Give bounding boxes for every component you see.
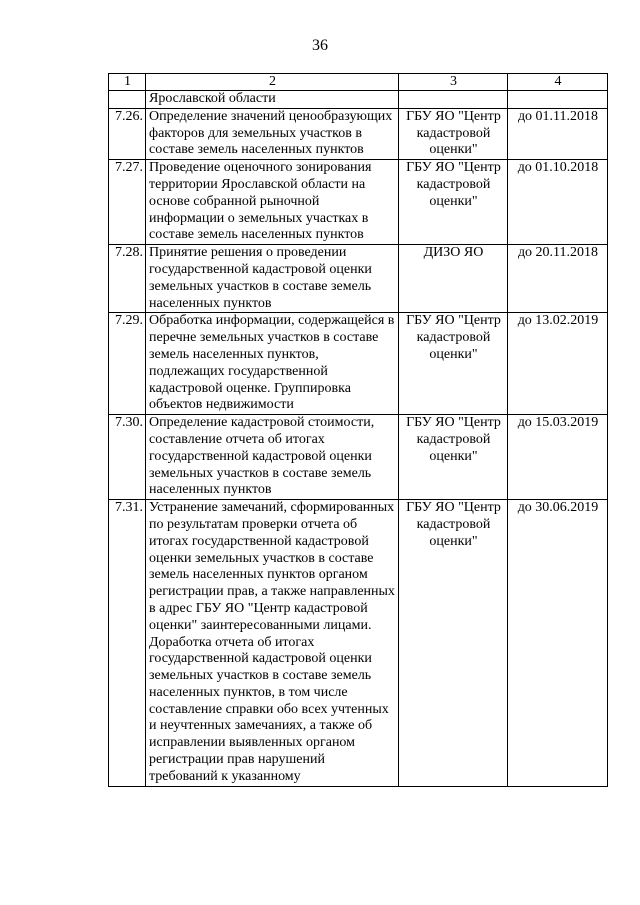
column-header-2: 2 (146, 74, 399, 91)
organization-cell: ГБУ ЯО "Центр кадастровой оценки" (399, 108, 508, 159)
deadline-cell: до 20.11.2018 (508, 245, 608, 313)
table-row (109, 313, 608, 415)
organization-cell: ГБУ ЯО "Центр кадастровой оценки" (399, 500, 508, 787)
deadline-cell (508, 91, 608, 109)
table-row (109, 108, 608, 159)
task-cell: Обработка информации, содержащейся в перечне земельных участков в составе земель населенных пунктов, подлежащих государственной кадастровой оценке. Группировка объектов недвижимости (146, 313, 399, 415)
table-row (109, 500, 608, 787)
schedule-table (108, 73, 608, 787)
deadline-cell: до 01.11.2018 (508, 108, 608, 159)
row-number-cell: 7.31. (109, 500, 146, 787)
row-number-cell: 7.26. (109, 108, 146, 159)
task-cell: Принятие решения о проведении государственной кадастровой оценки земельных участков в составе земель населенных пунктов (146, 245, 399, 313)
table-row (109, 160, 608, 245)
page-number: 36 (312, 37, 328, 54)
row-number-cell (109, 91, 146, 109)
task-cell: Определение значений ценообразующих факторов для земельных участков в составе земель населенных пунктов (146, 108, 399, 159)
row-number-cell: 7.27. (109, 160, 146, 245)
task-cell: Определение кадастровой стоимости, составление отчета об итогах государственной кадастровой оценки земельных участков в составе земель населенных пунктов (146, 415, 399, 500)
organization-cell: ГБУ ЯО "Центр кадастровой оценки" (399, 415, 508, 500)
table-row-continuation (109, 91, 608, 109)
deadline-cell: до 15.03.2019 (508, 415, 608, 500)
deadline-cell: до 30.06.2019 (508, 500, 608, 787)
row-number-cell: 7.28. (109, 245, 146, 313)
table-row (109, 245, 608, 313)
organization-cell: ДИЗО ЯО (399, 245, 508, 313)
row-number-cell: 7.29. (109, 313, 146, 415)
organization-cell: ГБУ ЯО "Центр кадастровой оценки" (399, 313, 508, 415)
column-header-3: 3 (399, 74, 508, 91)
row-number-cell: 7.30. (109, 415, 146, 500)
task-cell: Проведение оценочного зонирования территории Ярославской области на основе собранной рыночной информации о земельных участках в составе земель населенных пунктов (146, 160, 399, 245)
organization-cell: ГБУ ЯО "Центр кадастровой оценки" (399, 160, 508, 245)
table-row (109, 415, 608, 500)
deadline-cell: до 01.10.2018 (508, 160, 608, 245)
task-cell: Устранение замечаний, сформированных по результатам проверки отчета об итогах государственной кадастровой оценки земельных участков в составе земель населенных пунктов органом регистрации прав, а также направленных в адрес ГБУ ЯО "Центр кадастровой оценки" заинтересованными лицами. Доработка отчета об итогах государственной кадастровой оценки земельных участков в составе земель населенных пунктов, в том числе составление справки обо всех учтенных и неучтенных замечаниях, а также об исправлении выявленных органом регистрации прав нарушений требований к указанному (146, 500, 399, 787)
organization-cell (399, 91, 508, 109)
task-cell: Ярославской области (146, 91, 399, 109)
table-header-row (109, 74, 608, 91)
column-header-1: 1 (109, 74, 146, 91)
deadline-cell: до 13.02.2019 (508, 313, 608, 415)
column-header-4: 4 (508, 74, 608, 91)
